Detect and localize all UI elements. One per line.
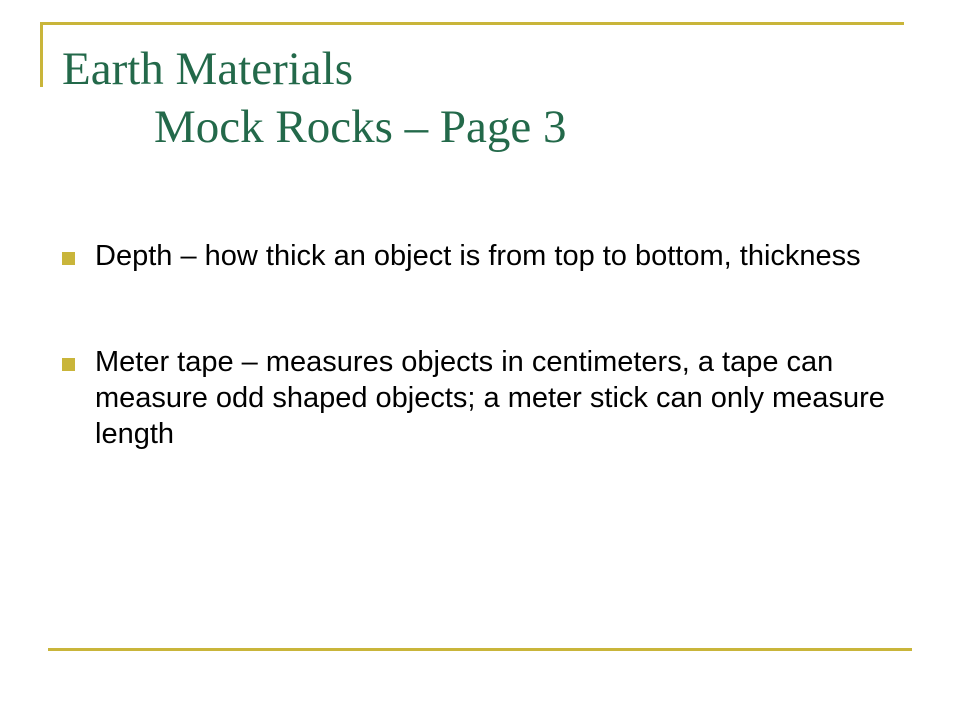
bottom-rule (48, 648, 912, 651)
title-line-1: Earth Materials (62, 43, 354, 95)
slide-title (62, 40, 902, 156)
title-line-2: Mock Rocks – Page 3 (154, 101, 567, 153)
bullet-text: Meter tape – measures objects in centimeters, a tape can measure odd shaped objects; a meter stick can only measure length (95, 346, 885, 450)
bullet-text: Depth – how thick an object is from top to bottom, thickness (95, 240, 861, 272)
top-rule (40, 22, 904, 25)
bullet-item-depth (62, 238, 902, 274)
square-bullet-icon (62, 358, 75, 371)
square-bullet-icon (62, 252, 75, 265)
bullet-item-meter-tape (62, 344, 902, 452)
left-rule (40, 22, 43, 87)
bullet-list (62, 238, 902, 452)
